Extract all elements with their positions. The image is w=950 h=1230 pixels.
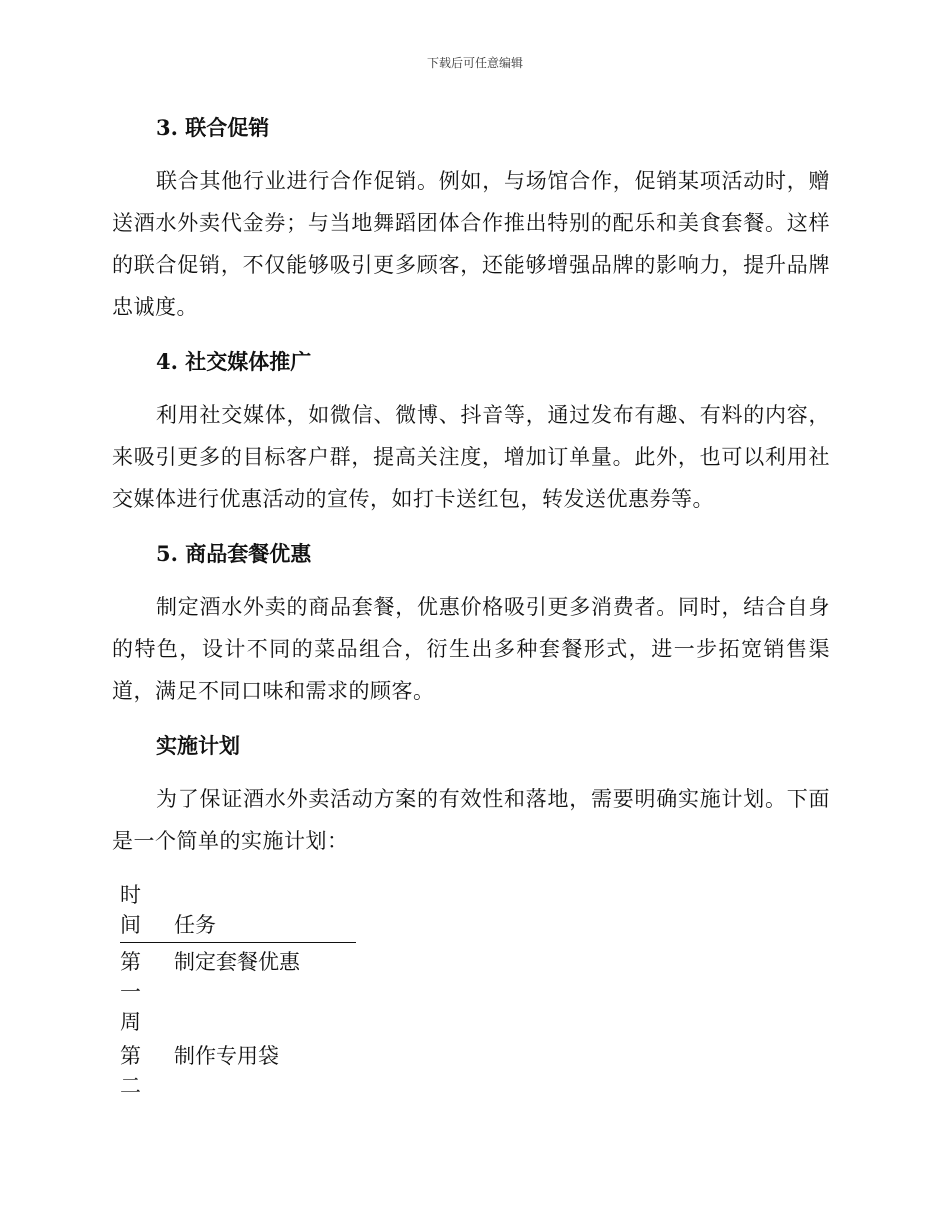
section-paragraph: 利用社交媒体，如微信、微博、抖音等，通过发布有趣、有料的内容，来吸引更多的目标客户群，提高关注度，增加订单量。此外，也可以利用社交媒体进行优惠活动的宣传，如打卡送红包，转发送优惠券等。 (112, 403, 830, 511)
section-heading: 实施计划 (156, 733, 240, 758)
section-social-media (112, 342, 830, 520)
section-paragraph: 联合其他行业进行合作促销。例如，与场馆合作，促销某项活动时，赠送酒水外卖代金券；与当地舞蹈团体合作推出特别的配乐和美食套餐。这样的联合促销，不仅能够吸引更多顾客，还能够增强品牌的影响力，提升品牌忠诚度。 (112, 169, 830, 319)
section-package-discount (112, 534, 830, 712)
plan-table (120, 880, 356, 1101)
section-paragraph: 为了保证酒水外卖活动方案的有效性和落地，需要明确实施计划。下面是一个简单的实施计划： (112, 787, 830, 853)
table-header-task: 任务 (174, 913, 216, 937)
table-cell-char: 第 (120, 950, 141, 974)
table-cell-char: 第 (120, 1044, 141, 1068)
table-cell-char: 周 (120, 1010, 141, 1034)
section-joint-promotion (112, 108, 830, 328)
table-cell-char: 一 (120, 980, 141, 1004)
table-header-time (120, 880, 146, 940)
section-paragraph: 制定酒水外卖的商品套餐，优惠价格吸引更多消费者。同时，结合自身的特色，设计不同的菜品组合，衍生出多种套餐形式，进一步拓宽销售渠道，满足不同口味和需求的顾客。 (112, 595, 830, 703)
table-cell-time (120, 1041, 146, 1101)
section-implementation-plan (112, 726, 830, 862)
section-heading: 3. 联合促销 (156, 115, 270, 140)
table-cell-char: 时 (120, 883, 141, 907)
section-heading: 5. 商品套餐优惠 (156, 541, 312, 566)
table-cell-task: 制作专用袋 (174, 1044, 279, 1068)
table-cell-char: 间 (120, 913, 141, 937)
page-header: 下载后可任意编辑 (426, 56, 523, 70)
table-cell-task: 制定套餐优惠 (174, 950, 300, 974)
table-row (120, 1037, 356, 1101)
section-heading: 4. 社交媒体推广 (156, 349, 312, 374)
table-header-row (120, 880, 356, 943)
table-row (120, 943, 356, 1037)
table-cell-char: 二 (120, 1074, 141, 1098)
table-cell-time (120, 947, 146, 1037)
document-body (112, 108, 830, 1101)
